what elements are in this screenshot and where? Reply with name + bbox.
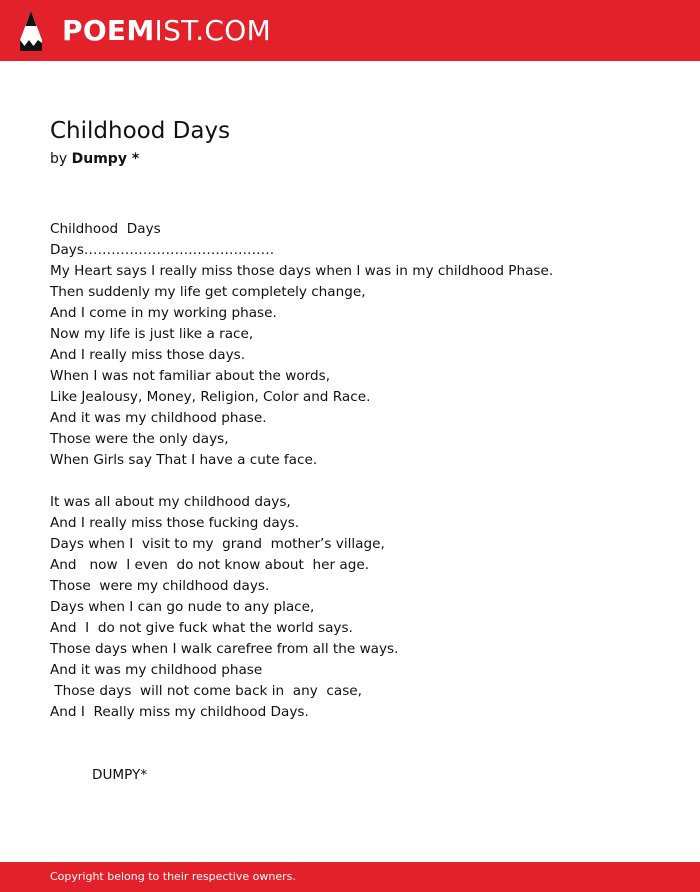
poem-line: Those days when I walk carefree from all the ways. [50,641,399,657]
poem-line: Childhood Days [50,221,161,237]
poem-line: Those were the only days, [50,431,229,447]
site-header [0,0,700,61]
poem-line: Then suddenly my life get completely change, [50,284,366,300]
poem-signature: DUMPY* [92,767,148,783]
poem-line: And I do not give fuck what the world says. [50,620,353,636]
poem-line: And I come in my working phase. [50,305,277,321]
byline [50,149,139,169]
poem-line: And I really miss those days. [50,347,246,363]
pencil-tip-icon[interactable] [18,10,44,52]
by-label: by [50,151,68,167]
poem-line: Days when I visit to my grand mother’s village, [50,536,385,552]
poem-line: Those days will not come back in any case, [50,683,362,699]
poem-line: Like Jealousy, Money, Religion, Color and Race. [50,389,371,405]
poem-line: Days when I can go nude to any place, [50,599,315,615]
site-footer [0,862,700,892]
poem-line: Days…………………………………… [50,242,275,258]
poem-line: It was all about my childhood days, [50,494,291,510]
brand-light-text: IST.COM [154,14,272,47]
poem-line: Now my life is just like a race, [50,326,254,342]
poem-title: Childhood Days [50,118,231,144]
author-name: Dumpy * [71,151,140,167]
poem-line: And I Really miss my childhood Days. [50,704,309,720]
stanza-1 [50,219,670,471]
site-logo-text[interactable] [62,13,271,49]
poem-line: And it was my childhood phase [50,662,263,678]
poem-line: My Heart says I really miss those days when I was in my childhood Phase. [50,263,554,279]
poem-line: And now I even do not know about her age. [50,557,370,573]
brand-bold-text: POEM [62,14,155,47]
poem-line: When I was not familiar about the words, [50,368,331,384]
poem-line: When Girls say That I have a cute face. [50,452,318,468]
copyright-text: Copyright belong to their respective owners. [50,870,296,883]
poem-line: Those were my childhood days. [50,578,270,594]
stanza-2 [50,492,670,723]
poem-line: And it was my childhood phase. [50,410,267,426]
poem-body [50,219,670,723]
stanza-gap [50,471,670,492]
poem-line: And I really miss those fucking days. [50,515,300,531]
